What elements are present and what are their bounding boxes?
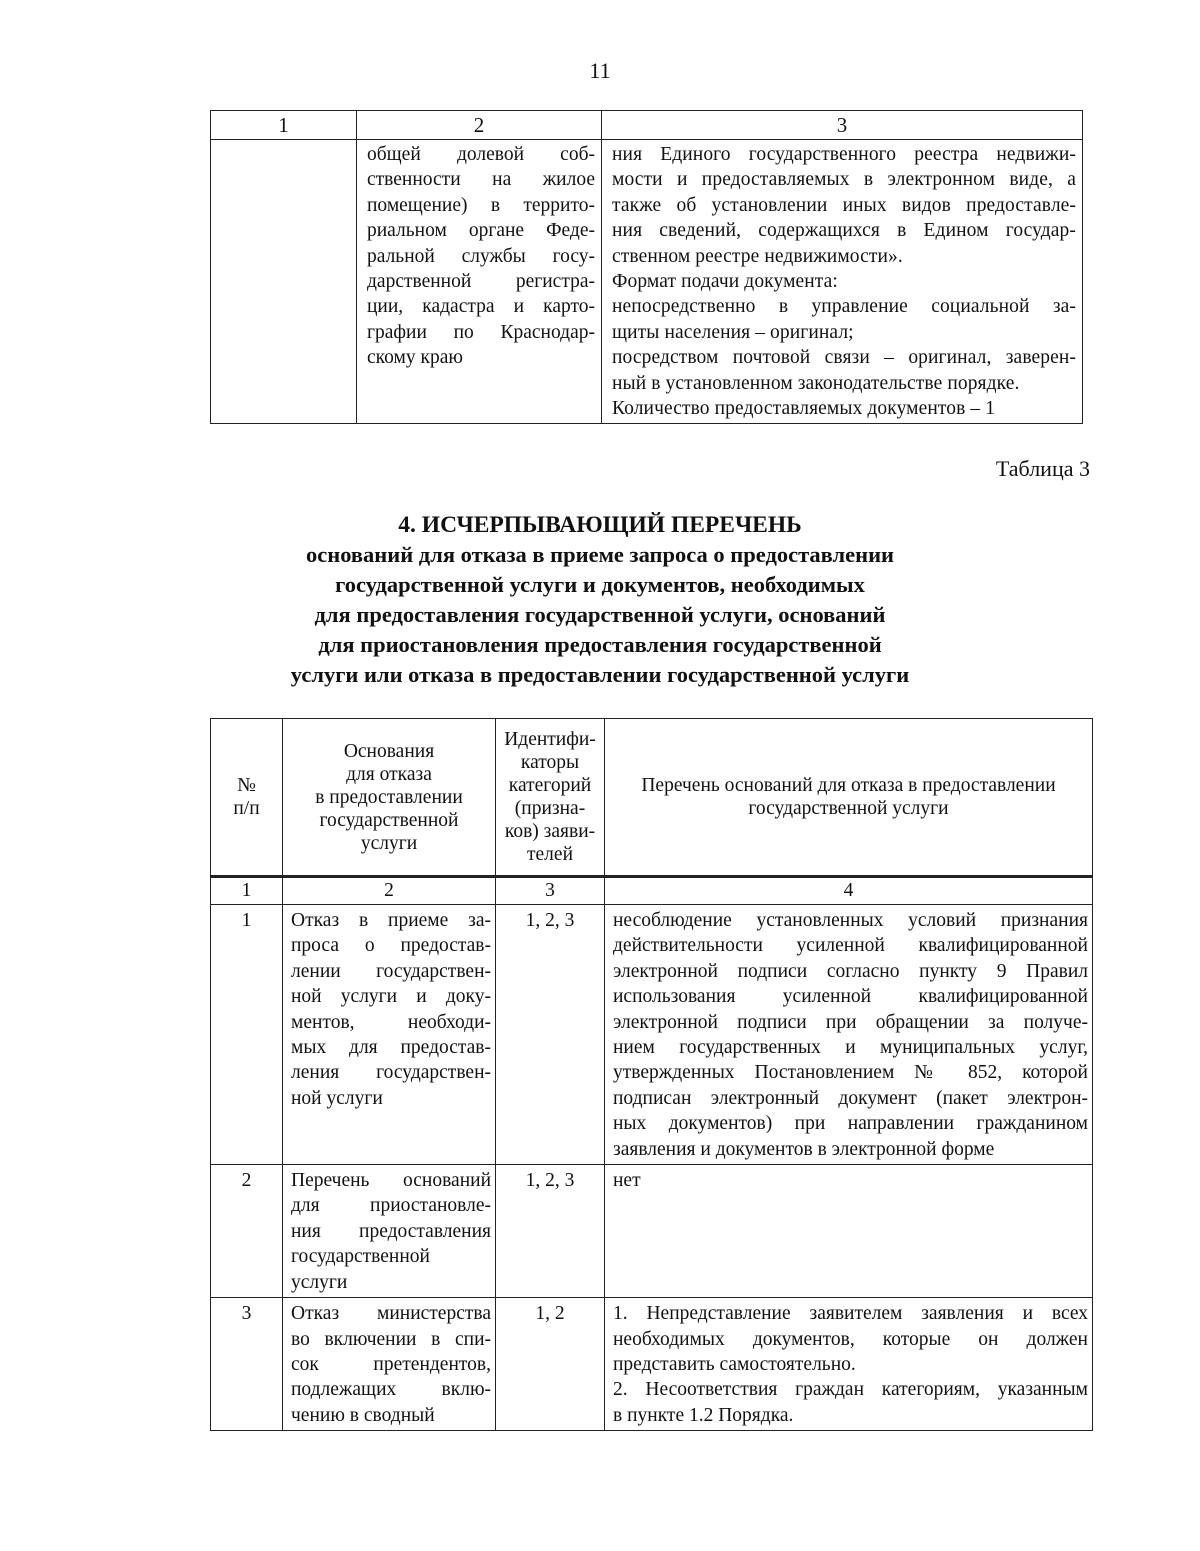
table-row xyxy=(211,905,1093,1165)
document-name-cell xyxy=(357,140,602,424)
text-line: 1. Непредставление заявителем заявления и всех xyxy=(613,1303,1088,1325)
header-text-line: Идентифи- xyxy=(504,729,596,750)
header-grounds xyxy=(283,719,496,877)
header-number xyxy=(211,719,283,877)
text-line: лении государствен- xyxy=(291,960,491,982)
header-text-line: государственной xyxy=(319,809,459,831)
table-row xyxy=(211,140,1083,424)
grounds-table xyxy=(210,718,1093,1431)
column-number: 2 xyxy=(357,111,602,140)
row-number-cell xyxy=(211,140,357,424)
text-line: скому краю xyxy=(367,347,463,369)
section-subtitle-line: оснований для отказа в приеме запроса о предоставлении xyxy=(306,542,894,567)
text-line: ной услуги xyxy=(291,1087,383,1109)
header-text-line: каторы xyxy=(520,752,580,773)
text-line: Перечень оснований xyxy=(291,1170,491,1192)
text-line: государственной xyxy=(291,1246,430,1268)
row-number: 1 xyxy=(211,905,283,1165)
identifiers-cell: 1, 2, 3 xyxy=(496,1165,605,1298)
header-text-line: Основания xyxy=(343,740,435,762)
list-cell xyxy=(605,905,1093,1165)
text-line: ный в установленном законодательстве порядке. xyxy=(612,372,1020,394)
section-subtitle-line: государственной услуги и документов, необходимых xyxy=(335,572,865,597)
header-text-line: Перечень оснований для отказа в предоставлении xyxy=(641,775,1056,796)
column-numbers-row xyxy=(211,877,1093,905)
header-text-line: ков) заяви- xyxy=(504,821,596,842)
section-subtitle-line: для приостановления предоставления государственной xyxy=(318,632,882,657)
section-subtitle-line: услуги или отказа в предоставлении государственной услуги xyxy=(290,662,910,687)
grounds-cell xyxy=(283,1165,496,1298)
list-cell xyxy=(605,1165,1093,1298)
table-header-row xyxy=(211,111,1083,140)
text-line: утвержденных Постановлением № 852, которой xyxy=(613,1062,1088,1084)
header-text-line: государственной услуги xyxy=(748,798,949,819)
column-number: 2 xyxy=(283,877,496,905)
text-line: чению в сводный xyxy=(291,1404,435,1426)
text-line: услуги xyxy=(291,1271,348,1293)
section-subtitle-line: для предоставления государственной услуги, оснований xyxy=(314,602,886,627)
column-number: 4 xyxy=(605,877,1093,905)
text-line: необходимых документов, которые он должен xyxy=(613,1328,1088,1350)
table-row xyxy=(211,1165,1093,1298)
text-line: Отказ в приеме за- xyxy=(291,910,491,931)
text-line: ных документов) при направлении гражданином xyxy=(613,1113,1088,1135)
text-line: нет xyxy=(613,1170,641,1192)
text-line: ния предоставления xyxy=(291,1220,491,1242)
text-line: для приостановле- xyxy=(291,1195,491,1217)
text-line: действительности усиленной квалифицированной xyxy=(613,935,1088,957)
text-line: ментов, необходи- xyxy=(291,1011,491,1033)
header-text-line: в предоставлении xyxy=(315,786,463,808)
text-line: риальном органе Феде- xyxy=(367,220,595,242)
header-text-line: телей xyxy=(527,844,573,865)
text-line: использования усиленной квалифицированной xyxy=(613,986,1088,1008)
text-line: представить самостоятельно. xyxy=(613,1353,856,1375)
text-line: подписан электронный документ (пакет электрон- xyxy=(613,1087,1088,1109)
header-text-line: для отказа xyxy=(346,763,432,785)
row-number: 3 xyxy=(211,1298,283,1431)
text-line: ральной службы госу- xyxy=(367,245,595,267)
header-text-line: п/п xyxy=(233,798,260,819)
header-list xyxy=(605,719,1093,877)
text-line: также об установлении иных видов предоставле- xyxy=(612,194,1076,216)
text-line: 2. Несоответствия граждан категориям, указанным xyxy=(613,1379,1088,1401)
text-line: ной услуги и доку- xyxy=(291,986,491,1008)
identifiers-cell: 1, 2 xyxy=(496,1298,605,1431)
text-line: проса о предостав- xyxy=(291,935,491,957)
text-line: ния Единого государственного реестра недвижи- xyxy=(612,144,1076,165)
text-line: заявления и документов в электронной форме xyxy=(613,1138,995,1160)
header-identifiers xyxy=(496,719,605,877)
page-number: 11 xyxy=(589,58,611,83)
text-line: щиты населения – оригинал; xyxy=(612,321,854,343)
text-line: подлежащих вклю- xyxy=(291,1379,491,1401)
text-line: нием государственных и муниципальных услуг, xyxy=(613,1037,1088,1059)
column-number: 3 xyxy=(602,111,1083,140)
text-line: общей долевой соб- xyxy=(367,144,595,165)
text-line: несоблюдение установленных условий признания xyxy=(613,910,1088,931)
section-title: 4. ИСЧЕРПЫВАЮЩИЙ ПЕРЕЧЕНЬ xyxy=(398,512,802,538)
column-number: 1 xyxy=(211,877,283,905)
section-heading xyxy=(0,510,1200,690)
text-line: мых для предостав- xyxy=(291,1037,491,1059)
text-line: ственном реестре недвижимости». xyxy=(612,245,903,267)
document-requirements-cell xyxy=(602,140,1083,424)
text-line: во включении в спи- xyxy=(291,1328,491,1350)
header-text-line: № xyxy=(237,775,256,796)
column-number: 3 xyxy=(496,877,605,905)
text-line: ственности на жилое xyxy=(367,169,595,191)
row-number: 2 xyxy=(211,1165,283,1298)
text-line: ния сведений, содержащихся в Едином государ- xyxy=(612,220,1076,242)
column-number: 1 xyxy=(211,111,357,140)
text-line: электронной подписи при обращении за получе- xyxy=(613,1011,1088,1033)
header-text-line: услуги xyxy=(360,832,418,854)
text-line: дарственной регистра- xyxy=(367,271,595,293)
continuation-table xyxy=(210,110,1083,424)
text-line: посредством почтовой связи – оригинал, заверен- xyxy=(612,347,1076,369)
text-line: электронной подписи согласно пункту 9 Правил xyxy=(613,960,1088,982)
grounds-cell xyxy=(283,1298,496,1431)
header-text-line: категорий xyxy=(508,775,592,796)
text-line: сок претендентов, xyxy=(291,1353,491,1375)
table-label: Таблица 3 xyxy=(995,456,1090,481)
grounds-cell xyxy=(283,905,496,1165)
list-cell xyxy=(605,1298,1093,1431)
text-line: графии по Краснодар- xyxy=(367,321,595,343)
text-line: Отказ министерства xyxy=(291,1303,491,1325)
text-line: ления государствен- xyxy=(291,1062,491,1084)
text-line: мости и предоставляемых в электронном виде, а xyxy=(612,169,1076,191)
table-row xyxy=(211,1298,1093,1431)
text-line: Количество предоставляемых документов – 1 xyxy=(612,398,996,420)
text-line: помещение) в террито- xyxy=(367,194,595,216)
text-line: ции, кадастра и карто- xyxy=(367,296,595,318)
identifiers-cell: 1, 2, 3 xyxy=(496,905,605,1165)
table-header-row xyxy=(211,719,1093,877)
text-line: непосредственно в управление социальной за- xyxy=(612,296,1076,318)
text-line: Формат подачи документа: xyxy=(612,271,838,293)
header-text-line: (призна- xyxy=(514,798,586,819)
text-line: в пункте 1.2 Порядка. xyxy=(613,1404,794,1426)
